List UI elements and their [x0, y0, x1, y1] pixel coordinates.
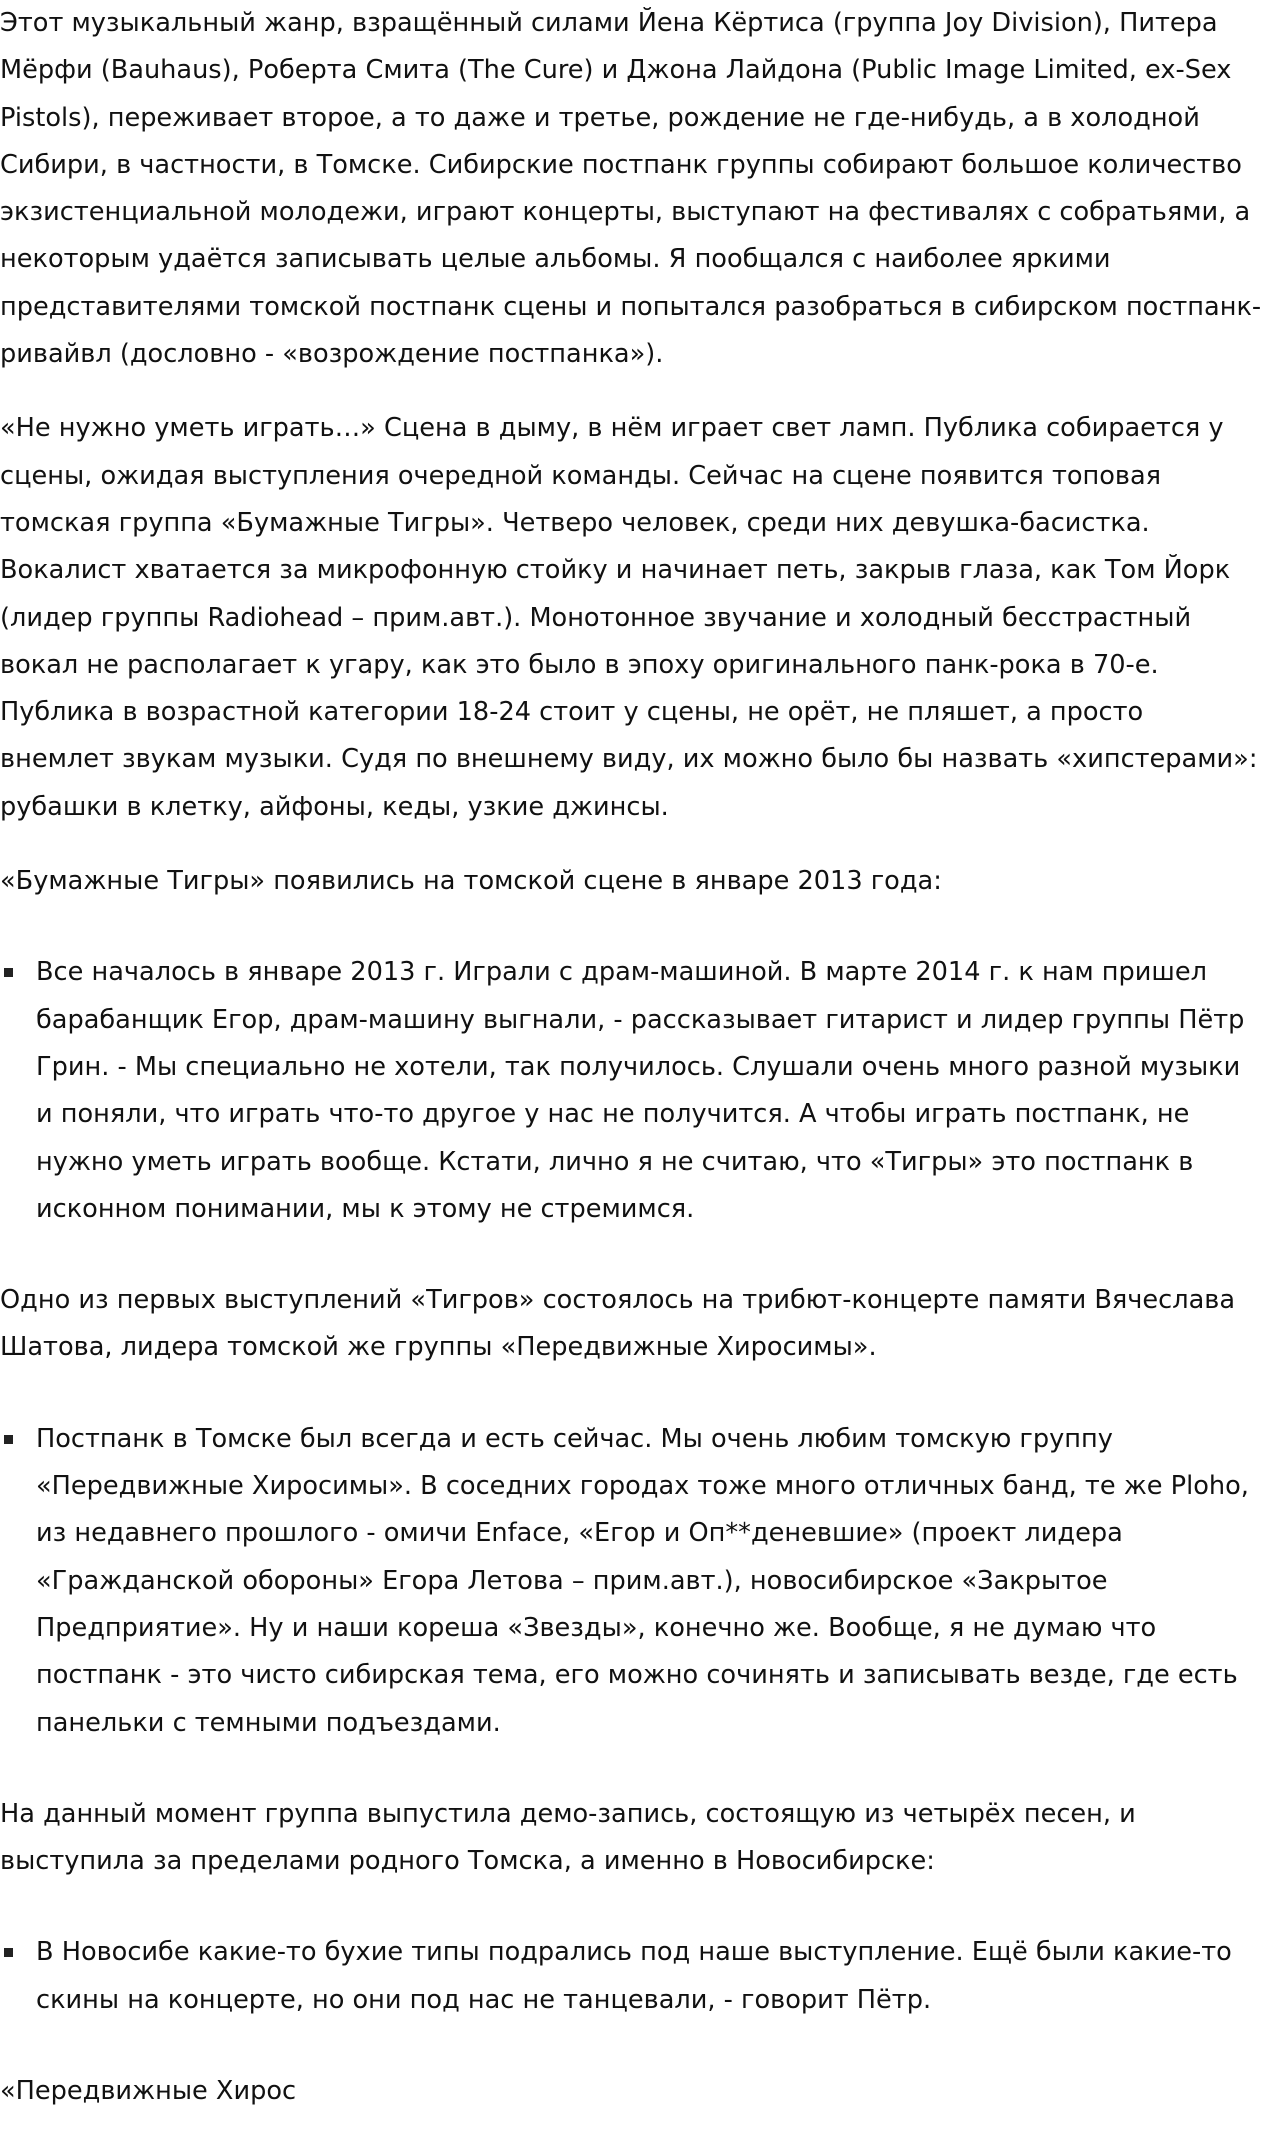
demo-paragraph: На данный момент группа выпустила демо-запись, состоящую из четырёх песен, и выступила за пределами родного Томска, а именно в Новосибирске:	[0, 1798, 1136, 1877]
scene-paragraph: «Не нужно уметь играть…» Сцена в дыму, в нём играет свет ламп. Публика собирается у сцены, ожидая выступления очередной команды. Сейчас на сцене появится топовая томская группа «Бумажные Тигры». Четверо человек, среди них девушка-басистка. Вокалист хватается за микрофонную стойку и начинает петь, закрыв глаза, как Том Йорк (лидер группы Radiohead – прим.авт.). Монотонное звучание и холодный бесстрастный вокал не располагает к угару, как это было в эпоху оригинального панк-рока в 70-е. Публика в возрастной категории 18-24 стоит у сцены, не орёт, не пляшет, а просто внемлет звукам музыки. Судя по внешнему виду, их можно было бы назвать «хипстерами»: рубашки в клетку, айфоны, кеды, узкие джинсы.	[0, 413, 1258, 822]
list-item	[36, 1416, 1262, 1747]
square-bullet-icon	[4, 1948, 13, 1957]
intro-paragraph: Этот музыкальный жанр, взращённый силами Йена Кёртиса (группа Joy Division), Питера Мёрфи (Bauhaus), Роберта Смита (The Cure) и Джона Лайдона (Public Image Limited, ex-Sex Pistols), переживает второе, а то даже и третье, рождение не где-нибудь, а в холодной Сибири, в частности, в Томске. Сибирские постпанк группы собирают большое количество экзистенциальной молодежи, играют концерты, выступают на фестивалях с собратьями, а некоторым удаётся записывать целые альбомы. Я пообщался с наиболее яркими представителями томской постпанк сцены и попытался разобраться в сибирском постпанк-ривайвл (дословно - «возрождение постпанка»).	[0, 8, 1262, 370]
quote-list	[0, 949, 1262, 1233]
quote-list	[0, 1416, 1262, 1747]
quote-list	[0, 1929, 1262, 2024]
quote-text: Все началось в январе 2013 г. Играли с драм-машиной. В марте 2014 г. к нам пришел барабанщик Егор, драм-машину выгнали, - рассказывает гитарист и лидер группы Пётр Грин. - Мы специально не хотели, так получилось. Слушали очень много разной музыки и поняли, что играть что-то другое у нас не получится. А чтобы играть постпанк, не нужно уметь играть вообще. Кстати, лично я не считаю, что «Тигры» это постпанк в исконном понимании, мы к этому не стремимся.	[36, 957, 1245, 1224]
paper-tigers-paragraph: «Бумажные Тигры» появились на томской сцене в январе 2013 года:	[0, 866, 942, 897]
quote-text: Постпанк в Томске был всегда и есть сейчас. Мы очень любим томскую группу «Передвижные Хиросимы». В соседних городах тоже много отличных банд, те же Ploho, из недавнего прошлого - омичи Enface, «Егор и Оп**деневшие» (проект лидера «Гражданской обороны» Егора Летова – прим.авт.), новосибирское «Закрытое Предприятие». Ну и наши кореша «Звезды», конечно же. Вообще, я не думаю что постпанк - это чисто сибирская тема, его можно сочинять и записывать везде, где есть панельки с темными подъездами.	[36, 1423, 1249, 1738]
list-item	[36, 949, 1262, 1233]
square-bullet-icon	[4, 968, 13, 977]
list-item	[36, 1929, 1262, 2024]
truncated-paragraph: «Передвижные Хирос	[0, 2075, 297, 2106]
tribute-paragraph: Одно из первых выступлений «Тигров» состоялось на трибют-концерте памяти Вячеслава Шатова, лидера томской же группы «Передвижные Хиросимы».	[0, 1285, 1236, 1363]
square-bullet-icon	[4, 1435, 13, 1444]
quote-text: В Новосибе какие-то бухие типы подрались под наше выступление. Ещё были какие-то скины на концерте, но они под нас не танцевали, - говорит Пётр.	[36, 1937, 1232, 2015]
